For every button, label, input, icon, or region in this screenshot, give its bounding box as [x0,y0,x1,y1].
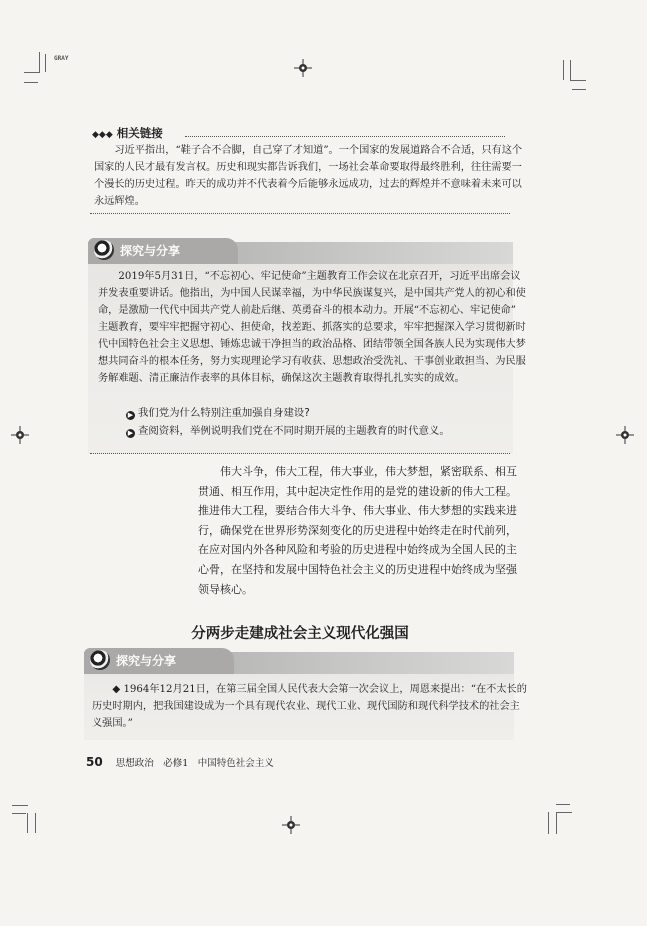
explore-icon [94,240,114,260]
text-line: 永远辉煌。 [94,196,145,207]
text-line: 推进伟大工程，要结合伟大斗争、伟大事业、伟大梦想的实践来进 [198,504,517,518]
text-line: 义强国。” [92,718,133,729]
text-line: 在应对国内外各种风险和考验的历史进程中始终成为全国人民的主 [198,543,517,557]
crop-mark [556,804,570,805]
explore-share-box [84,652,527,740]
page-number: 50 [86,755,103,769]
book-title: 思想政治 必修1 中国特色社会主义 [115,758,274,769]
text-line: 贯通、相互作用，其中起决定性作用的是党的建设新的伟大工程。 [198,484,517,498]
text-line: 命，是激励一代代中国共产党人前赴后继、英勇奋斗的根本动力。开展“不忘初心、牢记使命” [98,305,516,316]
registration-mark-icon [282,816,300,834]
crop-mark [12,813,26,814]
text-line: 代中国特色社会主义思想、锤炼忠诚干净担当的政治品格、团结带领全国各族人民为实现伟大梦 [98,339,526,350]
crop-mark [45,54,46,72]
explore-title: 探究与分享 [116,654,177,668]
text-line: 习近平指出，“鞋子合不合脚，自己穿了才知道”。一个国家的发展道路合不合适，只有这个 [94,145,523,156]
crop-mark [572,89,586,90]
explore-body [92,681,527,732]
crop-mark [570,60,571,80]
registration-mark-icon [616,426,634,444]
crop-mark [570,80,586,81]
crop-mark [556,812,557,834]
crop-mark [24,72,40,73]
crop-mark [556,812,572,813]
diamond-icon: ◆◆◆ [92,130,113,140]
registration-mark-icon [11,426,29,444]
text-line: 务解难题、清正廉洁作表率的具体目标，确保这次主题教育取得扎扎实实的成效。 [98,373,465,384]
related-links-body [94,142,522,210]
text-line: 伟大斗争，伟大工程，伟大事业，伟大梦想，紧密联系、相互 [198,465,517,478]
divider [90,213,510,214]
explore-tab [88,238,238,264]
text-line: 国家的人民才最有发言权。历史和现实都告诉我们，一场社会革命要取得最终胜利，往往需要一 [94,162,522,173]
question-item [126,404,450,422]
crop-mark [548,812,549,834]
question-text: 我们党为什么特别注重加强自身建设? [138,407,310,419]
page-footer [86,755,274,769]
text-line: 行，确保党在世界形势深刻变化的历史进程中始终走在时代前列， [198,523,517,537]
text-line: 主题教育，要牢牢把握守初心、担使命，找差距、抓落实的总要求，牢牢把握深入学习贯彻新时 [98,322,526,333]
section-heading: 分两步走建成社会主义现代化强国 [191,625,409,642]
text-line: 2019年5月31日，“不忘初心、牢记使命”主题教育工作会议在北京召开，习近平出席会议 [98,271,521,282]
crop-mark [39,52,40,73]
divider [185,136,505,137]
text-line: ◆ 1964年12月21日，在第三届全国人民代表大会第一次会议上，周恩来提出：“在不太长的 [92,684,527,695]
crop-mark [24,82,38,83]
text-line: 领导核心。 [198,582,253,596]
text-line: 心骨，在坚持和发展中国特色社会主义的历史进程中始终成为坚强 [198,562,517,576]
divider [90,453,510,454]
question-list [126,404,450,440]
related-links-title: 相关链接 [116,126,163,140]
related-links-heading [92,125,163,141]
main-paragraph [198,462,517,599]
explore-tab [84,648,234,674]
crop-mark [563,60,564,80]
explore-icon [90,650,110,670]
text-line: 历史时期内，把我国建设成为一个具有现代农业、现代工业、现代国防和现代科学技术的社会主 [92,701,520,712]
explore-body [98,268,526,387]
text-line: 想共同奋斗的根本任务，努力实现理论学习有收获、思想政治受洗礼、干事创业敢担当、为民服 [98,356,526,367]
text-line: 并发表重要讲话。他指出，为中国人民谋幸福，为中华民族谋复兴，是中国共产党人的初心和使 [98,288,526,299]
explore-share-box [88,242,526,454]
registration-mark-icon [294,59,312,77]
explore-title: 探究与分享 [120,244,181,258]
question-item [126,422,450,440]
text-line: 个漫长的历史过程。昨天的成功并不代表着今后能够永远成功，过去的辉煌并不意味着未来可以 [94,179,522,190]
print-label: GRAY [54,55,69,62]
crop-mark [27,813,28,833]
question-text: 查阅资料，举例说明我们党在不同时期开展的主题教育的时代意义。 [138,425,450,437]
arrow-bullet-icon: ▶ [127,429,134,437]
crop-mark [35,813,36,833]
arrow-bullet-icon: ▶ [127,411,134,419]
crop-mark [12,805,28,806]
